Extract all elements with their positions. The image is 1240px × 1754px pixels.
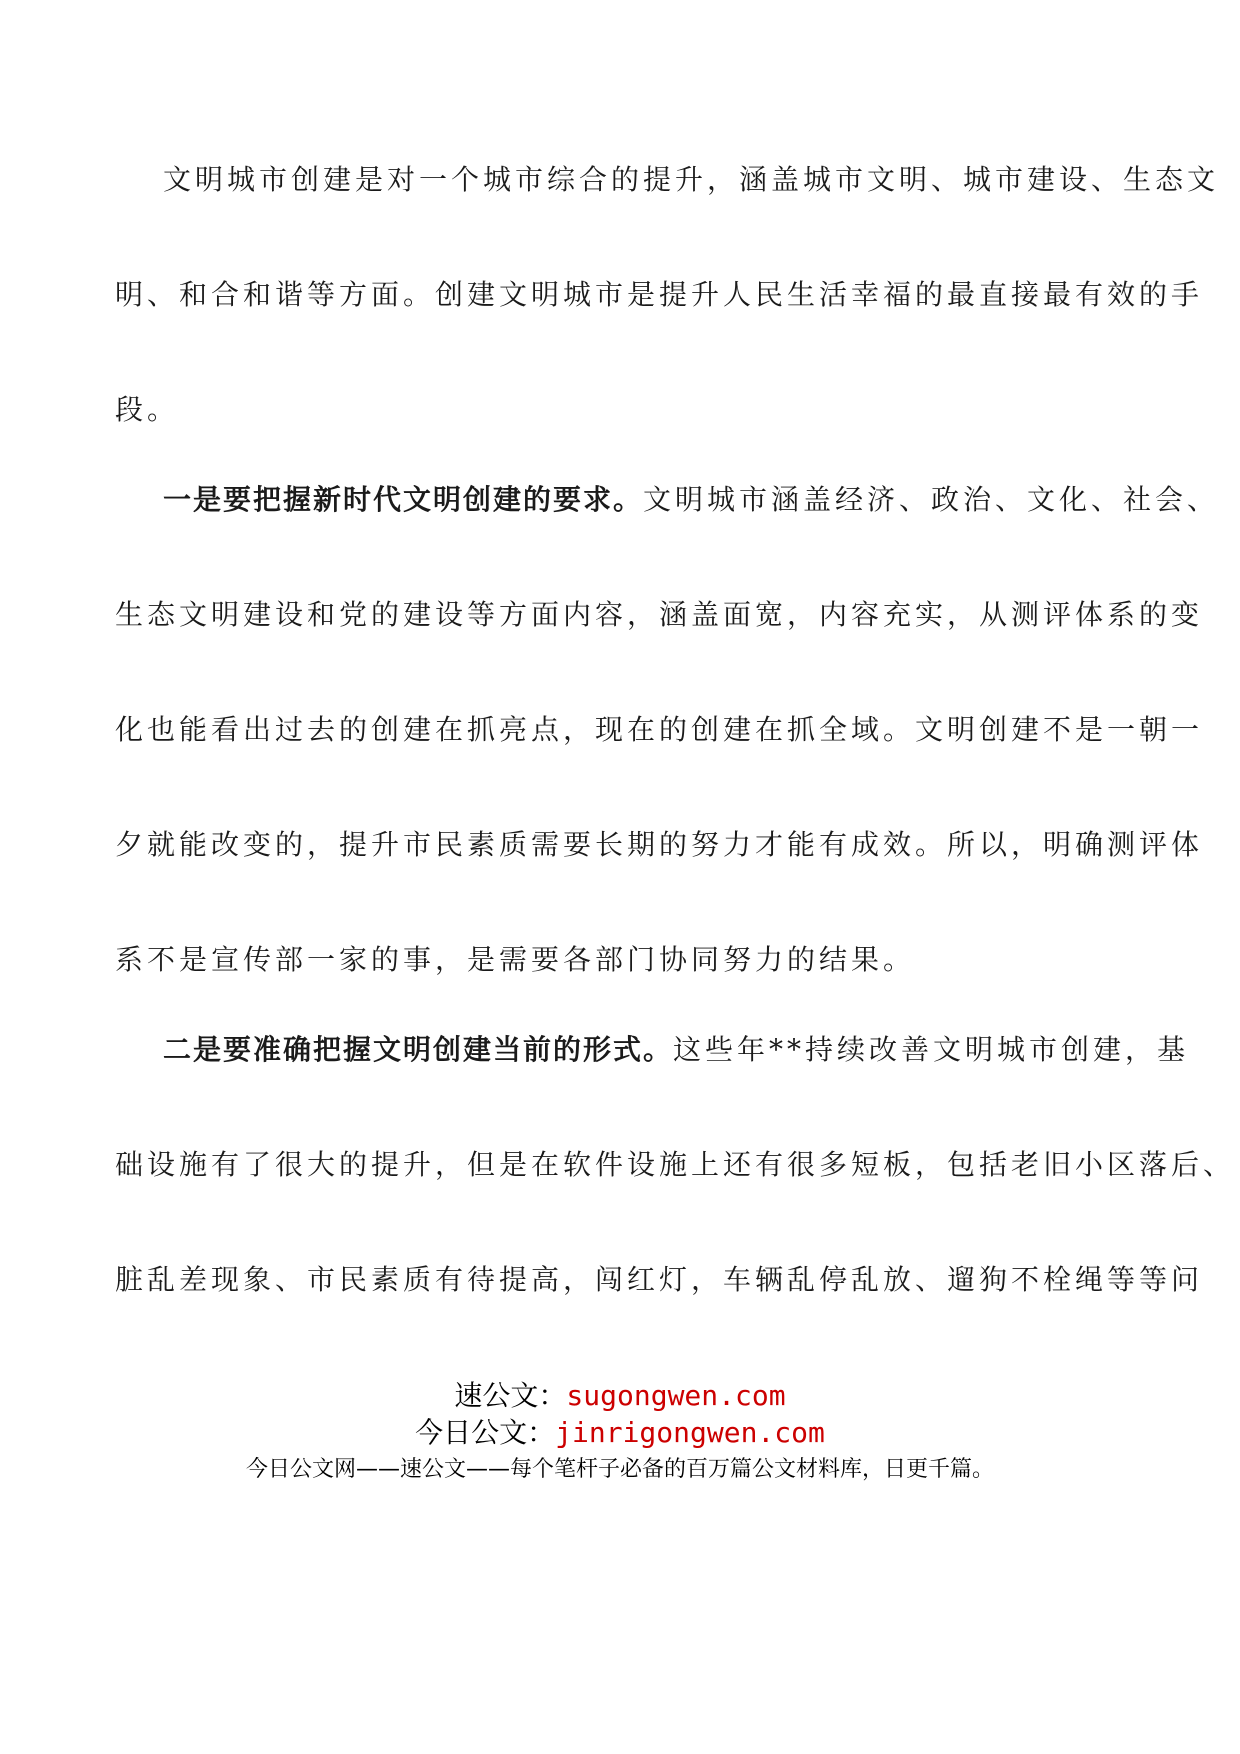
footer-sugongwen [0, 1378, 1240, 1414]
paragraph-line: 明、和合和谐等方面。创建文明城市是提升人民生活幸福的最直接最有效的手 [115, 278, 1204, 311]
paragraph-line: 系不是宣传部一家的事，是需要各部门协同努力的结果。 [115, 943, 916, 976]
paragraph-text: 这些年**持续改善文明城市创建，基 [673, 1033, 1190, 1066]
paragraph-line [163, 1032, 1190, 1068]
footer-jinrigongwen [0, 1415, 1240, 1451]
footer-slogan: 今日公文网——速公文——每个笔杆子必备的百万篇公文材料库，日更千篇。 [245, 1457, 994, 1482]
section-heading-1: 一是要把握新时代文明创建的要求。 [163, 483, 644, 516]
footer-label: 速公文： [454, 1379, 567, 1412]
paragraph-line: 础设施有了很大的提升，但是在软件设施上还有很多短板，包括老旧小区落后、 [115, 1148, 1236, 1181]
footer-link-sugongwen[interactable]: sugongwen.com [566, 1379, 786, 1412]
paragraph-line: 生态文明建设和党的建设等方面内容，涵盖面宽，内容充实，从测评体系的变 [115, 598, 1204, 631]
footer-label: 今日公文： [415, 1416, 556, 1449]
paragraph-line [163, 482, 1220, 518]
paragraph-line: 脏乱差现象、市民素质有待提高，闯红灯，车辆乱停乱放、遛狗不栓绳等等问 [115, 1263, 1204, 1296]
paragraph-line: 段。 [115, 393, 180, 426]
footer-link-jinrigongwen[interactable]: jinrigongwen.com [555, 1416, 825, 1449]
paragraph-line: 化也能看出过去的创建在抓亮点，现在的创建在抓全域。文明创建不是一朝一 [115, 713, 1204, 746]
section-heading-2: 二是要准确把握文明创建当前的形式。 [163, 1033, 674, 1066]
paragraph-line: 夕就能改变的，提升市民素质需要长期的努力才能有成效。所以，明确测评体 [115, 828, 1204, 861]
paragraph-line: 文明城市创建是对一个城市综合的提升，涵盖城市文明、城市建设、生态文 [163, 163, 1220, 196]
paragraph-text: 文明城市涵盖经济、政治、文化、社会、 [643, 483, 1220, 516]
